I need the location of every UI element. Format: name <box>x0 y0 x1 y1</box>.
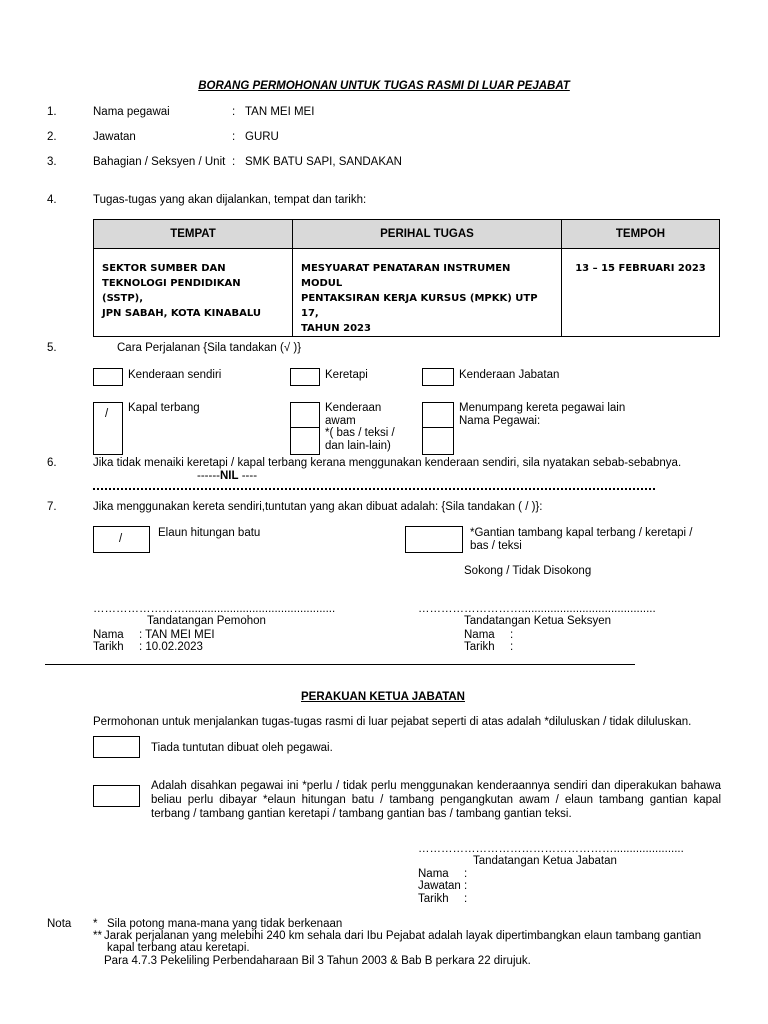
gantian-line: bas / teksi <box>470 540 522 552</box>
ketua-seksyen-signature-label: Tandatangan Ketua Seksyen <box>464 615 612 627</box>
cell-perihal <box>293 249 562 337</box>
pemohon-nama-value: : TAN MEI MEI <box>139 629 215 641</box>
header-tempoh: TEMPOH <box>562 220 720 249</box>
jawatan-value: GURU <box>245 131 279 143</box>
kenderaan-sendiri-label: Kenderaan sendiri <box>128 369 222 381</box>
nota-line2-mark: ** <box>93 930 102 942</box>
ketua-jabatan-signature-label: Tandatangan Ketua Jabatan <box>473 855 617 867</box>
nama-pegawai-value: TAN MEI MEI <box>245 106 315 118</box>
kenderaan-jabatan-checkbox[interactable] <box>422 368 454 386</box>
elaun-mark: / <box>119 533 123 545</box>
gantian-line: *Gantian tambang kapal terbang / keretapi / <box>470 527 693 539</box>
menumpang-line: Nama Pegawai: <box>459 415 541 427</box>
nota-label: Nota <box>47 918 72 930</box>
tiada-tuntutan-checkbox[interactable] <box>93 736 140 758</box>
menumpang-checkbox[interactable] <box>422 402 454 428</box>
kapal-terbang-label: Kapal terbang <box>128 402 200 414</box>
kenderaan-awam-checkbox-lower <box>290 427 320 455</box>
item-7-number: 7. <box>47 501 57 513</box>
cell-tempat <box>94 249 293 337</box>
elaun-label: Elaun hitungan batu <box>158 527 261 539</box>
disahkan-label: Adalah disahkan pegawai ini *perlu / tidak perlu menggunakan kenderaannya sendiri dan diperakukan bahawa beliau perlu dibayar *elaun hitungan batu / tambang pengangkutan awam / elaun tambang gantian kapal terbang / tambang gantian keretapi / tambang gantian bas / tambang gantian teksi. <box>151 780 721 820</box>
form-title: BORANG PERMOHONAN UNTUK TUGAS RASMI DI LUAR PEJABAT <box>198 80 570 92</box>
ketua-seksyen-signature-line: ……………………….......................................... <box>418 603 656 615</box>
kenderaan-awam-line: dan lain-lain) <box>325 439 391 452</box>
perihal-line: PENTAKSIRAN KERJA KURSUS (MPKK) UTP 17, <box>301 293 538 319</box>
item-4-number: 4. <box>47 194 57 206</box>
kapal-terbang-checkbox-lower <box>93 427 123 455</box>
ketua-seksyen-tarikh-colon: : <box>510 641 514 653</box>
disahkan-checkbox[interactable] <box>93 785 140 807</box>
jawatan-label: Jawatan <box>93 131 136 143</box>
tempat-line: JPN SABAH, KOTA KINABALU <box>102 308 261 319</box>
header-tempat: TEMPAT <box>94 220 293 249</box>
section-divider <box>45 664 635 665</box>
tempat-line: TEKNOLOGI PENDIDIKAN (SSTP), <box>102 278 241 304</box>
ketua-jabatan-jawatan-colon: : <box>464 880 468 892</box>
duty-table <box>93 219 720 337</box>
keretapi-label: Keretapi <box>325 369 368 381</box>
kapal-terbang-checkbox[interactable] <box>93 402 123 428</box>
menumpang-line: Menumpang kereta pegawai lain <box>459 402 626 414</box>
ketua-seksyen-nama-label: Nama <box>464 629 495 641</box>
table-row <box>94 249 720 337</box>
duty-table-header <box>94 220 720 249</box>
header-perihal-tugas: PERIHAL TUGAS <box>293 220 562 249</box>
gantian-checkbox[interactable] <box>405 526 463 553</box>
nota-line1-mark: * <box>93 918 98 930</box>
item-4-text: Tugas-tugas yang akan dijalankan, tempat dan tarikh: <box>93 194 367 206</box>
nota-line1: Sila potong mana-mana yang tidak berkenaan <box>107 918 343 930</box>
pemohon-tarikh-label: Tarikh <box>93 641 124 653</box>
ketua-jabatan-tarikh-label: Tarikh <box>418 893 449 905</box>
item-6-answer-prefix: ------ <box>197 470 220 482</box>
kenderaan-awam-label <box>325 402 395 452</box>
nama-pegawai-sep: : <box>232 106 236 118</box>
pemohon-signature-line: ……………………............................................... <box>93 603 336 615</box>
item-5-text: Cara Perjalanan {Sila tandakan (√ )} <box>117 342 302 354</box>
kapal-terbang-mark: / <box>105 408 109 420</box>
kenderaan-awam-line: *( bas / teksi / <box>325 427 395 439</box>
ketua-jabatan-signature-line: ……………………………………………...................... <box>418 843 684 855</box>
cell-tempoh: 13 – 15 FEBRUARI 2023 <box>562 249 720 337</box>
jawatan-sep: : <box>232 131 236 143</box>
menumpang-checkbox-lower <box>422 427 454 455</box>
perakuan-text: Permohonan untuk menjalankan tugas-tugas rasmi di luar pejabat seperti di atas adalah *diluluskan / tidak diluluskan. <box>93 716 692 728</box>
gantian-label <box>470 527 692 553</box>
ketua-seksyen-nama-colon: : <box>510 629 514 641</box>
tempat-line: SEKTOR SUMBER DAN <box>102 263 226 274</box>
ketua-seksyen-tarikh-label: Tarikh <box>464 641 495 653</box>
ketua-jabatan-jawatan-label: Jawatan <box>418 880 461 892</box>
item-6-answer-suffix: ---- <box>238 470 258 482</box>
elaun-checkbox[interactable] <box>93 526 150 553</box>
item-6-text: Jika tidak menaiki keretapi / kapal terbang kerana menggunakan kenderaan sendiri, sila nyatakan sebab-sebabnya. <box>93 457 682 469</box>
nota-line4: Para 4.7.3 Pekeliling Perbendaharaan Bil 3 Tahun 2003 & Bab B perkara 22 dirujuk. <box>104 955 531 967</box>
item-5-number: 5. <box>47 342 57 354</box>
sokong-text: Sokong / Tidak Disokong <box>464 565 592 577</box>
perihal-line: TAHUN 2023 <box>301 323 371 334</box>
kenderaan-awam-checkbox[interactable] <box>290 402 320 428</box>
ketua-jabatan-nama-label: Nama <box>418 868 449 880</box>
item-6-answer-value: NIL <box>219 470 239 482</box>
bahagian-value: SMK BATU SAPI, SANDAKAN <box>245 156 402 168</box>
keretapi-checkbox[interactable] <box>290 368 320 386</box>
item-2-number: 2. <box>47 131 57 143</box>
item-1-number: 1. <box>47 106 57 118</box>
item-6-number: 6. <box>47 457 57 469</box>
item-6-answer <box>197 470 257 482</box>
pemohon-nama-label: Nama <box>93 629 124 641</box>
ketua-jabatan-tarikh-colon: : <box>464 893 468 905</box>
ketua-jabatan-nama-colon: : <box>464 868 468 880</box>
kenderaan-awam-line: awam <box>325 414 356 427</box>
menumpang-label <box>459 402 625 428</box>
kenderaan-awam-line: Kenderaan <box>325 402 382 414</box>
perakuan-heading: PERAKUAN KETUA JABATAN <box>301 691 465 703</box>
pemohon-signature-label: Tandatangan Pemohon <box>147 615 266 627</box>
nota-line2: Jarak perjalanan yang melebihi 240 km sehala dari Ibu Pejabat adalah layak dipertimbangkan elaun tambang gantian <box>104 930 702 942</box>
nama-pegawai-label: Nama pegawai <box>93 106 170 118</box>
item-3-number: 3. <box>47 156 57 168</box>
bahagian-sep: : <box>232 156 236 168</box>
tiada-tuntutan-label: Tiada tuntutan dibuat oleh pegawai. <box>151 742 333 754</box>
pemohon-tarikh-value: : 10.02.2023 <box>139 641 203 653</box>
bahagian-label: Bahagian / Seksyen / Unit <box>93 156 226 168</box>
item-6-dotted-line <box>93 488 655 490</box>
kenderaan-jabatan-label: Kenderaan Jabatan <box>459 369 560 381</box>
nota-line3: kapal terbang atau keretapi. <box>107 942 250 954</box>
perihal-line: MESYUARAT PENATARAN INSTRUMEN MODUL <box>301 263 511 289</box>
item-7-text: Jika menggunakan kereta sendiri,tuntutan yang akan dibuat adalah: {Sila tandakan ( / )}: <box>93 501 543 513</box>
kenderaan-sendiri-checkbox[interactable] <box>93 368 123 386</box>
